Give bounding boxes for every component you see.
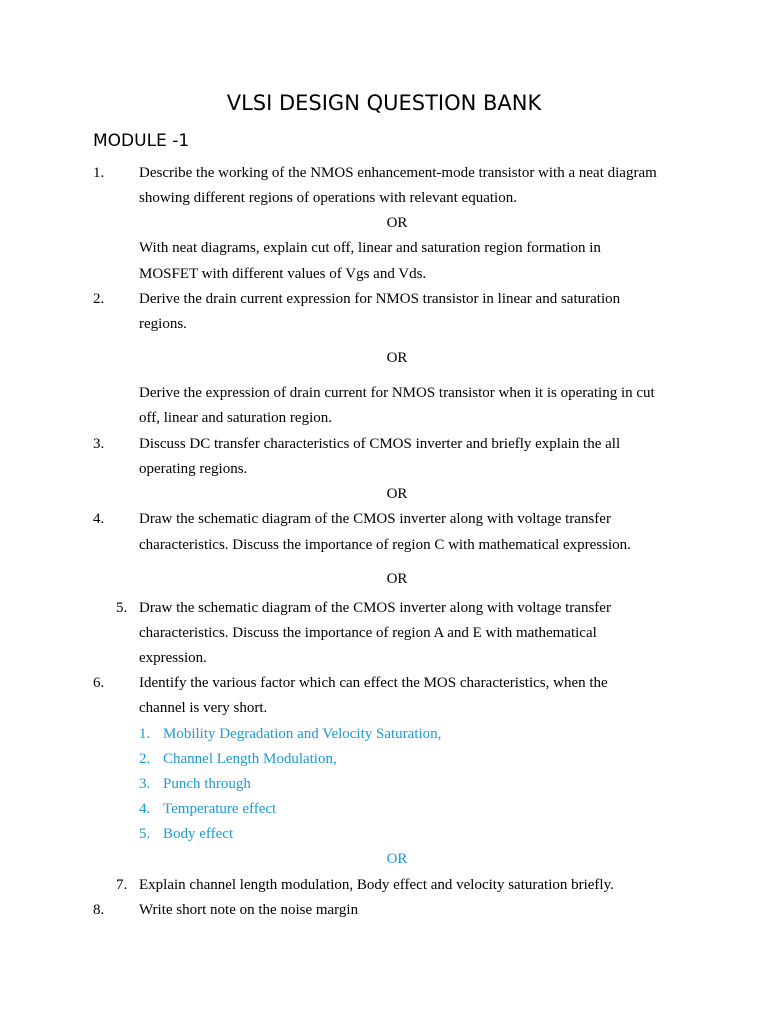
sublist-number: 2. <box>139 751 151 767</box>
question-text: Write short note on the noise margin <box>139 902 359 918</box>
question-number: 2. <box>93 291 105 307</box>
question-text: characteristics. Discuss the importance of region A and E with mathematical <box>139 625 597 641</box>
question-text: operating regions. <box>139 461 248 477</box>
question-text: regions. <box>139 316 187 332</box>
module-heading: MODULE -1 <box>93 131 190 151</box>
question-number: 7. <box>116 877 128 893</box>
sublist-item: Mobility Degradation and Velocity Saturation, <box>163 726 442 742</box>
question-text: Identify the various factor which can effect the MOS characteristics, when the <box>139 675 608 691</box>
sublist-number: 4. <box>139 801 151 817</box>
sublist-number: 1. <box>139 726 151 742</box>
question-text: channel is very short. <box>139 700 268 716</box>
question-number: 3. <box>93 436 105 452</box>
or-separator: OR <box>386 350 408 366</box>
question-text: characteristics. Discuss the importance of region C with mathematical expression. <box>139 537 631 553</box>
question-number: 4. <box>93 511 105 527</box>
question-text: expression. <box>139 650 207 666</box>
question-alt-text: Derive the expression of drain current for NMOS transistor when it is operating in cut <box>139 385 655 401</box>
sublist-number: 3. <box>139 776 151 792</box>
or-separator: OR <box>386 571 408 587</box>
sublist-item: Temperature effect <box>163 801 277 817</box>
question-number: 8. <box>93 902 105 918</box>
question-number: 5. <box>116 600 128 616</box>
question-text: Draw the schematic diagram of the CMOS inverter along with voltage transfer <box>139 511 611 527</box>
or-separator: OR <box>386 486 408 502</box>
or-separator: OR <box>386 851 408 867</box>
question-text: Discuss DC transfer characteristics of CMOS inverter and briefly explain the all <box>139 436 621 452</box>
question-number: 6. <box>93 675 105 691</box>
question-alt-text: off, linear and saturation region. <box>139 410 332 426</box>
question-alt-text: MOSFET with different values of Vgs and Vds. <box>139 266 427 282</box>
sublist-item: Body effect <box>163 826 234 842</box>
sublist-item: Channel Length Modulation, <box>163 751 337 767</box>
sublist-number: 5. <box>139 826 151 842</box>
question-text: Explain channel length modulation, Body effect and velocity saturation briefly. <box>139 877 614 893</box>
question-number: 1. <box>93 165 105 181</box>
page-title: VLSI DESIGN QUESTION BANK <box>226 91 542 115</box>
question-text: Derive the drain current expression for NMOS transistor in linear and saturation <box>139 291 621 307</box>
question-text: showing different regions of operations with relevant equation. <box>139 190 517 206</box>
sublist-item: Punch through <box>163 776 251 792</box>
or-separator: OR <box>386 215 408 231</box>
question-text: Describe the working of the NMOS enhancement-mode transistor with a neat diagram <box>139 165 657 181</box>
question-text: Draw the schematic diagram of the CMOS inverter along with voltage transfer <box>139 600 611 616</box>
question-alt-text: With neat diagrams, explain cut off, linear and saturation region formation in <box>139 240 601 256</box>
